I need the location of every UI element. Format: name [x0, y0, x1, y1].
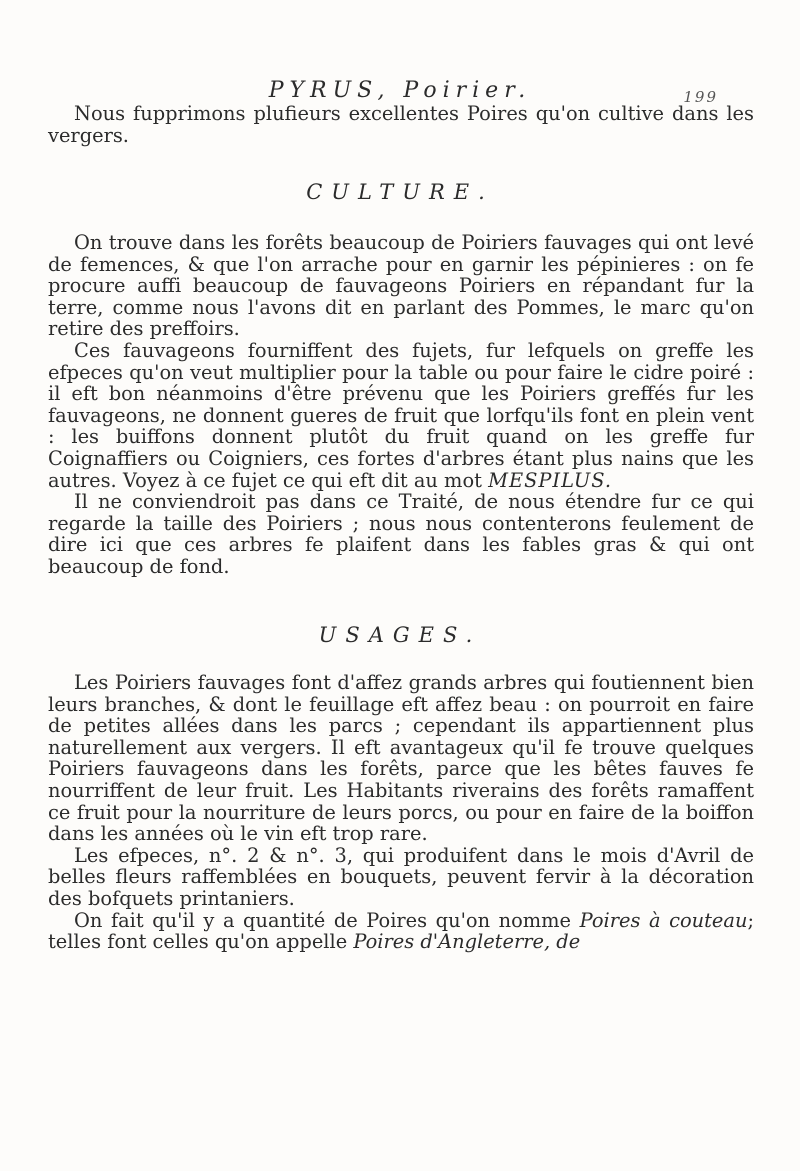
culture-paragraph-1: On trouve dans les forêts beaucoup de Poiriers fauvages qui ont levé de femences, & que l'on arrache pour en garnir les pépinieres : on fe procure auffi beaucoup de fauvageons Poiriers en répandant fur la terre, comme nous l'avons dit en parlant des Pommes, le marc qu'on retire des preffoirs.: [48, 231, 754, 341]
usages-paragraph-3-start: On fait qu'il y a quantité de Poires qu'on nomme: [74, 908, 572, 932]
culture-paragraph-2: [48, 340, 754, 491]
usages-paragraph-2: Les efpeces, n°. 2 & n°. 3, qui produifent dans le mois d'Avril de belles fleurs raffemblées en bouquets, peuvent fervir à la décoration des bofquets printaniers.: [48, 843, 754, 910]
poires-d-angleterre: Poires d'Angleterre, de: [353, 930, 581, 954]
poires-a-couteau: Poires à couteau: [579, 908, 748, 932]
page-number: 199: [683, 88, 718, 106]
culture-paragraph-3: Il ne conviendroit pas dans ce Traité, de nous étendre fur ce qui regarde la taille des Poiriers ; nous nous contenterons feulement de dire ici que ces arbres fe plaifent dans les fables gras & qui ont beaucoup de fond.: [48, 490, 754, 578]
intro-text: [48, 103, 754, 146]
usages-section: [48, 672, 754, 953]
culture-section: [48, 232, 754, 578]
usages-heading: USAGES.: [318, 623, 482, 647]
intro-paragraph: Nous fupprimons plufieurs excellentes Poires qu'on cultive dans les vergers.: [48, 102, 754, 147]
mespilus-reference: MESPILUS.: [488, 468, 613, 492]
usages-paragraph-3: [48, 910, 754, 953]
usages-paragraph-1: Les Poiriers fauvages font d'affez grands arbres qui foutiennent bien leurs branches, & dont le feuillage eft affez beau : on pourroit en faire de petites allées dans les parcs ; cependant ils appartiennent plus naturellement aux vergers. Il eft avantageux qu'il fe trouve quelques Poiriers fauvageons dans les forêts, parce que les bêtes fauves fe nourriffent de leur fruit. Les Habitants riverains des forêts ramaffent ce fruit pour la nourriture de leurs porcs, ou pour en faire de la boiffon dans les années où le vin eft trop rare.: [48, 671, 754, 846]
culture-paragraph-2-text: Ces fauvageons fourniffent des fujets, fur lefquels on greffe les efpeces qu'on veut multiplier pour la table ou pour faire le cidre poiré : il eft bon néanmoins d'être prévenu que les Poiriers greffés fur les fauvageons, ne donnent gueres de fruit que lorfqu'ils font en plein vent : les buiffons donnent plutôt du fruit quand on les greffe fur Coignaffiers ou Coigniers, ces fortes d'arbres étant plus nains que les autres. Voyez à ce fujet ce qui eft dit au mot: [48, 338, 754, 492]
usages-paragraph-3-mid: ; telles font celles qu'on appelle: [48, 908, 754, 954]
running-head: PYRUS, Poirier.: [268, 78, 532, 103]
culture-heading: CULTURE.: [306, 180, 494, 204]
